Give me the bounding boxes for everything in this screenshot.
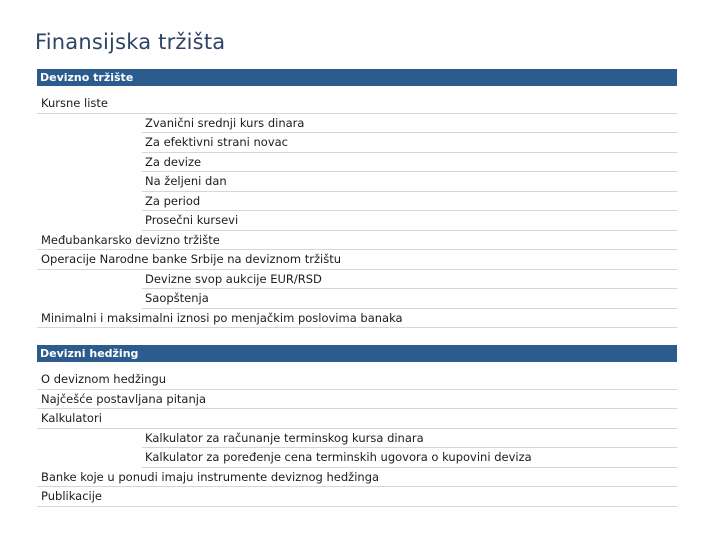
menu-item-na-zeljeni-dan[interactable] [142, 172, 677, 192]
menu-item-label: Operacije Narodne banke Srbije na deviznom tržištu [41, 252, 342, 266]
menu-item-label: Zvanični srednji kurs dinara [145, 115, 305, 130]
menu-item-operacije-nbs[interactable] [37, 250, 677, 270]
menu-item-menjacki-poslovi[interactable] [37, 309, 677, 329]
menu-item-za-devize[interactable] [142, 153, 677, 173]
menu-item-kalkulator-poredjenje-cena[interactable] [142, 448, 677, 468]
menu-item-label: Publikacije [41, 489, 103, 503]
menu-item-label: Za period [145, 193, 201, 208]
menu-item-label: Najčešće postavljana pitanja [41, 391, 206, 406]
page-title: Finansijska tržišta [35, 30, 226, 54]
menu-item-medjubankarsko-trziste[interactable] [37, 231, 677, 251]
menu-item-label: Prosečni kursevi [145, 213, 239, 227]
menu-item-prosecni-kursevi[interactable] [142, 211, 677, 231]
section-devizni-hedzing [37, 345, 677, 507]
menu-item-zvanicni-srednji-kurs[interactable] [142, 114, 677, 134]
menu-item-o-deviznom-hedzingu[interactable] [37, 370, 677, 390]
menu-item-publikacije[interactable] [37, 487, 677, 507]
menu-item-banke-hedzing[interactable] [37, 468, 677, 488]
menu-item-label: Kalkulator za poređenje cena terminskih ugovora o kupovini deviza [145, 450, 532, 464]
menu-item-label: Kalkulator za računanje terminskog kursa dinara [145, 430, 424, 445]
section-devizno-trziste [37, 69, 677, 328]
menu-item-kursne-liste[interactable] [37, 94, 677, 114]
menu-item-label: Za efektivni strani novac [145, 135, 289, 149]
menu-item-za-period[interactable] [142, 192, 677, 212]
menu-item-label: Za devize [145, 154, 202, 169]
menu-item-svop-aukcije[interactable] [142, 270, 677, 290]
section-header: Devizno tržište [37, 69, 677, 86]
section-header: Devizni hedžing [37, 345, 677, 362]
menu-item-label: Međubankarsko devizno tržište [41, 232, 220, 247]
menu-item-saopstenja[interactable] [142, 289, 677, 309]
menu-item-label: Banke koje u ponudi imaju instrumente deviznog hedžinga [41, 469, 380, 484]
menu-item-label: O deviznom hedžingu [41, 372, 167, 386]
menu-item-label: Devizne svop aukcije EUR/RSD [145, 271, 322, 286]
menu-item-kalkulatori[interactable] [37, 409, 677, 429]
menu-item-najcesca-pitanja[interactable] [37, 390, 677, 410]
menu-item-kalkulator-terminski-kurs[interactable] [142, 429, 677, 449]
menu-item-label: Kalkulatori [41, 411, 102, 425]
menu-item-label: Minimalni i maksimalni iznosi po menjačkim poslovima banaka [41, 310, 403, 325]
menu-item-label: Kursne liste [41, 96, 108, 110]
menu-item-efektivni-strani-novac[interactable] [142, 133, 677, 153]
menu-item-label: Na željeni dan [145, 174, 227, 188]
menu-item-label: Saopštenja [145, 291, 209, 305]
